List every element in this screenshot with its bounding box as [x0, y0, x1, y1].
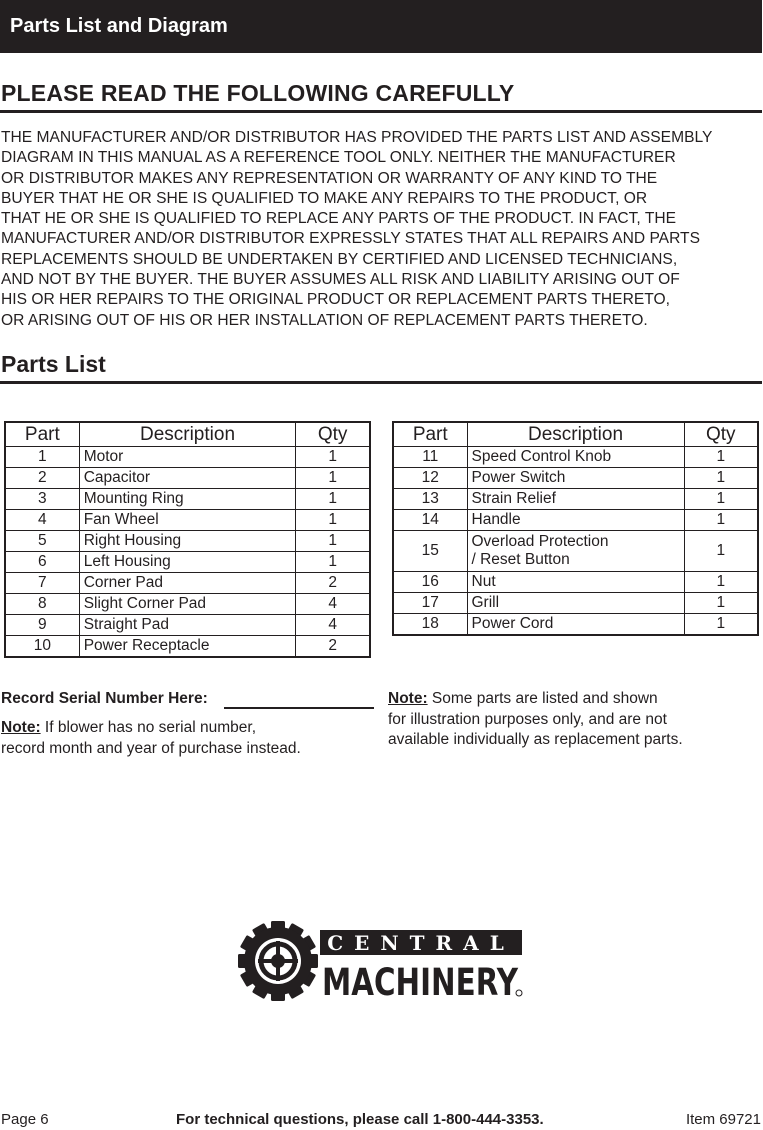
table-row [393, 593, 758, 614]
note-text: If blower has no serial number, [40, 719, 256, 736]
part-description: Capacitor [79, 468, 296, 489]
part-description: Corner Pad [79, 573, 296, 594]
table-row [5, 489, 370, 510]
table-row [5, 447, 370, 468]
part-number: 2 [5, 468, 79, 489]
warning-line: DIAGRAM IN THIS MANUAL AS A REFERENCE TOOL ONLY. NEITHER THE MANUFACTURER [1, 149, 676, 167]
part-qty: 4 [296, 594, 370, 615]
part-qty: 1 [296, 552, 370, 573]
parts-list-heading: Parts List [1, 351, 106, 377]
part-qty: 1 [684, 572, 758, 593]
table-row [5, 594, 370, 615]
part-number: 17 [393, 593, 467, 614]
part-description: Handle [467, 510, 684, 531]
section-header-bar [0, 0, 762, 53]
table-row [393, 447, 758, 468]
table-row [5, 573, 370, 594]
warning-line: THAT HE OR SHE IS QUALIFIED TO REPLACE ANY PARTS OF THE PRODUCT. IN FACT, THE [1, 210, 677, 228]
part-number: 3 [5, 489, 79, 510]
logo-word-machinery: MACHINERY [322, 961, 519, 1004]
parts-list-divider [0, 381, 762, 384]
logo-word-central: CENTRAL [327, 931, 515, 955]
part-qty: 1 [296, 510, 370, 531]
note-label: Note: [388, 690, 428, 707]
part-qty: 1 [684, 447, 758, 468]
part-qty: 1 [684, 489, 758, 510]
item-number: Item 69721 [685, 1111, 761, 1128]
table-row [393, 510, 758, 531]
part-description: Left Housing [79, 552, 296, 573]
column-header-part: Part [5, 422, 79, 447]
part-description: Fan Wheel [79, 510, 296, 531]
warning-line: REPLACEMENTS SHOULD BE UNDERTAKEN BY CERTIFIED AND LICENSED TECHNICIANS, [1, 250, 678, 268]
part-description: Nut [467, 572, 684, 593]
tech-support-line: For technical questions, please call 1-800-444-3353. [176, 1111, 544, 1128]
note-text: record month and year of purchase instead. [1, 739, 301, 757]
warning-line: AND NOT BY THE BUYER. THE BUYER ASSUMES ALL RISK AND LIABILITY ARISING OUT OF [1, 271, 680, 289]
serial-note [1, 718, 301, 759]
part-number: 15 [393, 531, 467, 572]
column-header-description: Description [79, 422, 296, 447]
part-description: Power Cord [467, 614, 684, 636]
part-description: Motor [79, 447, 296, 468]
table-row [5, 636, 370, 658]
warning-line: THE MANUFACTURER AND/OR DISTRIBUTOR HAS PROVIDED THE PARTS LIST AND ASSEMBLY [1, 129, 713, 146]
part-qty: 1 [684, 468, 758, 489]
part-description: Grill [467, 593, 684, 614]
column-header-qty: Qty [296, 422, 370, 447]
part-number: 18 [393, 614, 467, 636]
part-number: 14 [393, 510, 467, 531]
note-text: available individually as replacement parts. [388, 731, 683, 748]
warning-paragraph [1, 128, 763, 331]
central-machinery-logo [240, 921, 522, 1004]
table-header-row [5, 422, 370, 447]
part-number: 12 [393, 468, 467, 489]
part-number: 11 [393, 447, 467, 468]
part-description: Power Switch [467, 468, 684, 489]
table-row [393, 468, 758, 489]
table-row [5, 510, 370, 531]
heading-divider [0, 110, 762, 113]
part-number: 9 [5, 615, 79, 636]
column-header-description: Description [467, 422, 684, 447]
table-row [5, 468, 370, 489]
part-qty: 4 [296, 615, 370, 636]
part-qty: 2 [296, 636, 370, 658]
part-qty: 2 [296, 573, 370, 594]
part-description-line: Overload Protection [471, 533, 609, 550]
part-description [467, 531, 684, 572]
parts-table-right [392, 421, 759, 636]
part-number: 7 [5, 573, 79, 594]
part-number: 8 [5, 594, 79, 615]
part-description: Power Receptacle [79, 636, 296, 658]
part-number: 6 [5, 552, 79, 573]
table-row [393, 531, 758, 572]
table-row [393, 572, 758, 593]
part-qty: 1 [684, 614, 758, 636]
part-number: 13 [393, 489, 467, 510]
warning-line: OR DISTRIBUTOR MAKES ANY REPRESENTATION OR WARRANTY OF ANY KIND TO THE [1, 169, 658, 187]
warning-line: OR ARISING OUT OF HIS OR HER INSTALLATION OF REPLACEMENT PARTS THERETO. [1, 311, 648, 329]
table-row [393, 614, 758, 636]
part-number: 4 [5, 510, 79, 531]
part-qty: 1 [684, 531, 758, 572]
table-row [5, 615, 370, 636]
part-qty: 1 [684, 593, 758, 614]
part-qty: 1 [296, 468, 370, 489]
part-description: Strain Relief [467, 489, 684, 510]
page-number: Page 6 [1, 1111, 49, 1128]
note-text: Some parts are listed and shown [427, 690, 658, 707]
part-number: 10 [5, 636, 79, 658]
table-row [5, 531, 370, 552]
part-number: 5 [5, 531, 79, 552]
warning-line: BUYER THAT HE OR SHE IS QUALIFIED TO MAKE ANY REPAIRS TO THE PRODUCT, OR [1, 189, 648, 207]
gear-icon [238, 921, 318, 1001]
warning-heading: PLEASE READ THE FOLLOWING CAREFULLY [1, 80, 515, 106]
table-row [5, 552, 370, 573]
part-number: 16 [393, 572, 467, 593]
part-qty: 1 [296, 489, 370, 510]
part-description: Speed Control Knob [467, 447, 684, 468]
part-qty: 1 [296, 447, 370, 468]
part-description: Straight Pad [79, 615, 296, 636]
serial-number-field[interactable] [224, 707, 374, 709]
table-row [393, 489, 758, 510]
parts-availability-note [388, 689, 683, 751]
warning-line: HIS OR HER REPAIRS TO THE ORIGINAL PRODUCT OR REPLACEMENT PARTS THERETO, [1, 291, 670, 309]
parts-table-left [4, 421, 371, 658]
part-description-line: / Reset Button [471, 551, 570, 568]
part-qty: 1 [296, 531, 370, 552]
part-description: Mounting Ring [79, 489, 296, 510]
note-text: for illustration purposes only, and are not [388, 710, 667, 728]
section-title: Parts List and Diagram [10, 15, 228, 37]
warning-line: MANUFACTURER AND/OR DISTRIBUTOR EXPRESSLY STATES THAT ALL REPAIRS AND PARTS [1, 230, 700, 248]
serial-number-label: Record Serial Number Here: [1, 690, 208, 707]
part-description: Right Housing [79, 531, 296, 552]
part-number: 1 [5, 447, 79, 468]
column-header-part: Part [393, 422, 467, 447]
table-header-row [393, 422, 758, 447]
note-label: Note: [1, 719, 41, 736]
column-header-qty: Qty [684, 422, 758, 447]
part-description: Slight Corner Pad [79, 594, 296, 615]
part-qty: 1 [684, 510, 758, 531]
